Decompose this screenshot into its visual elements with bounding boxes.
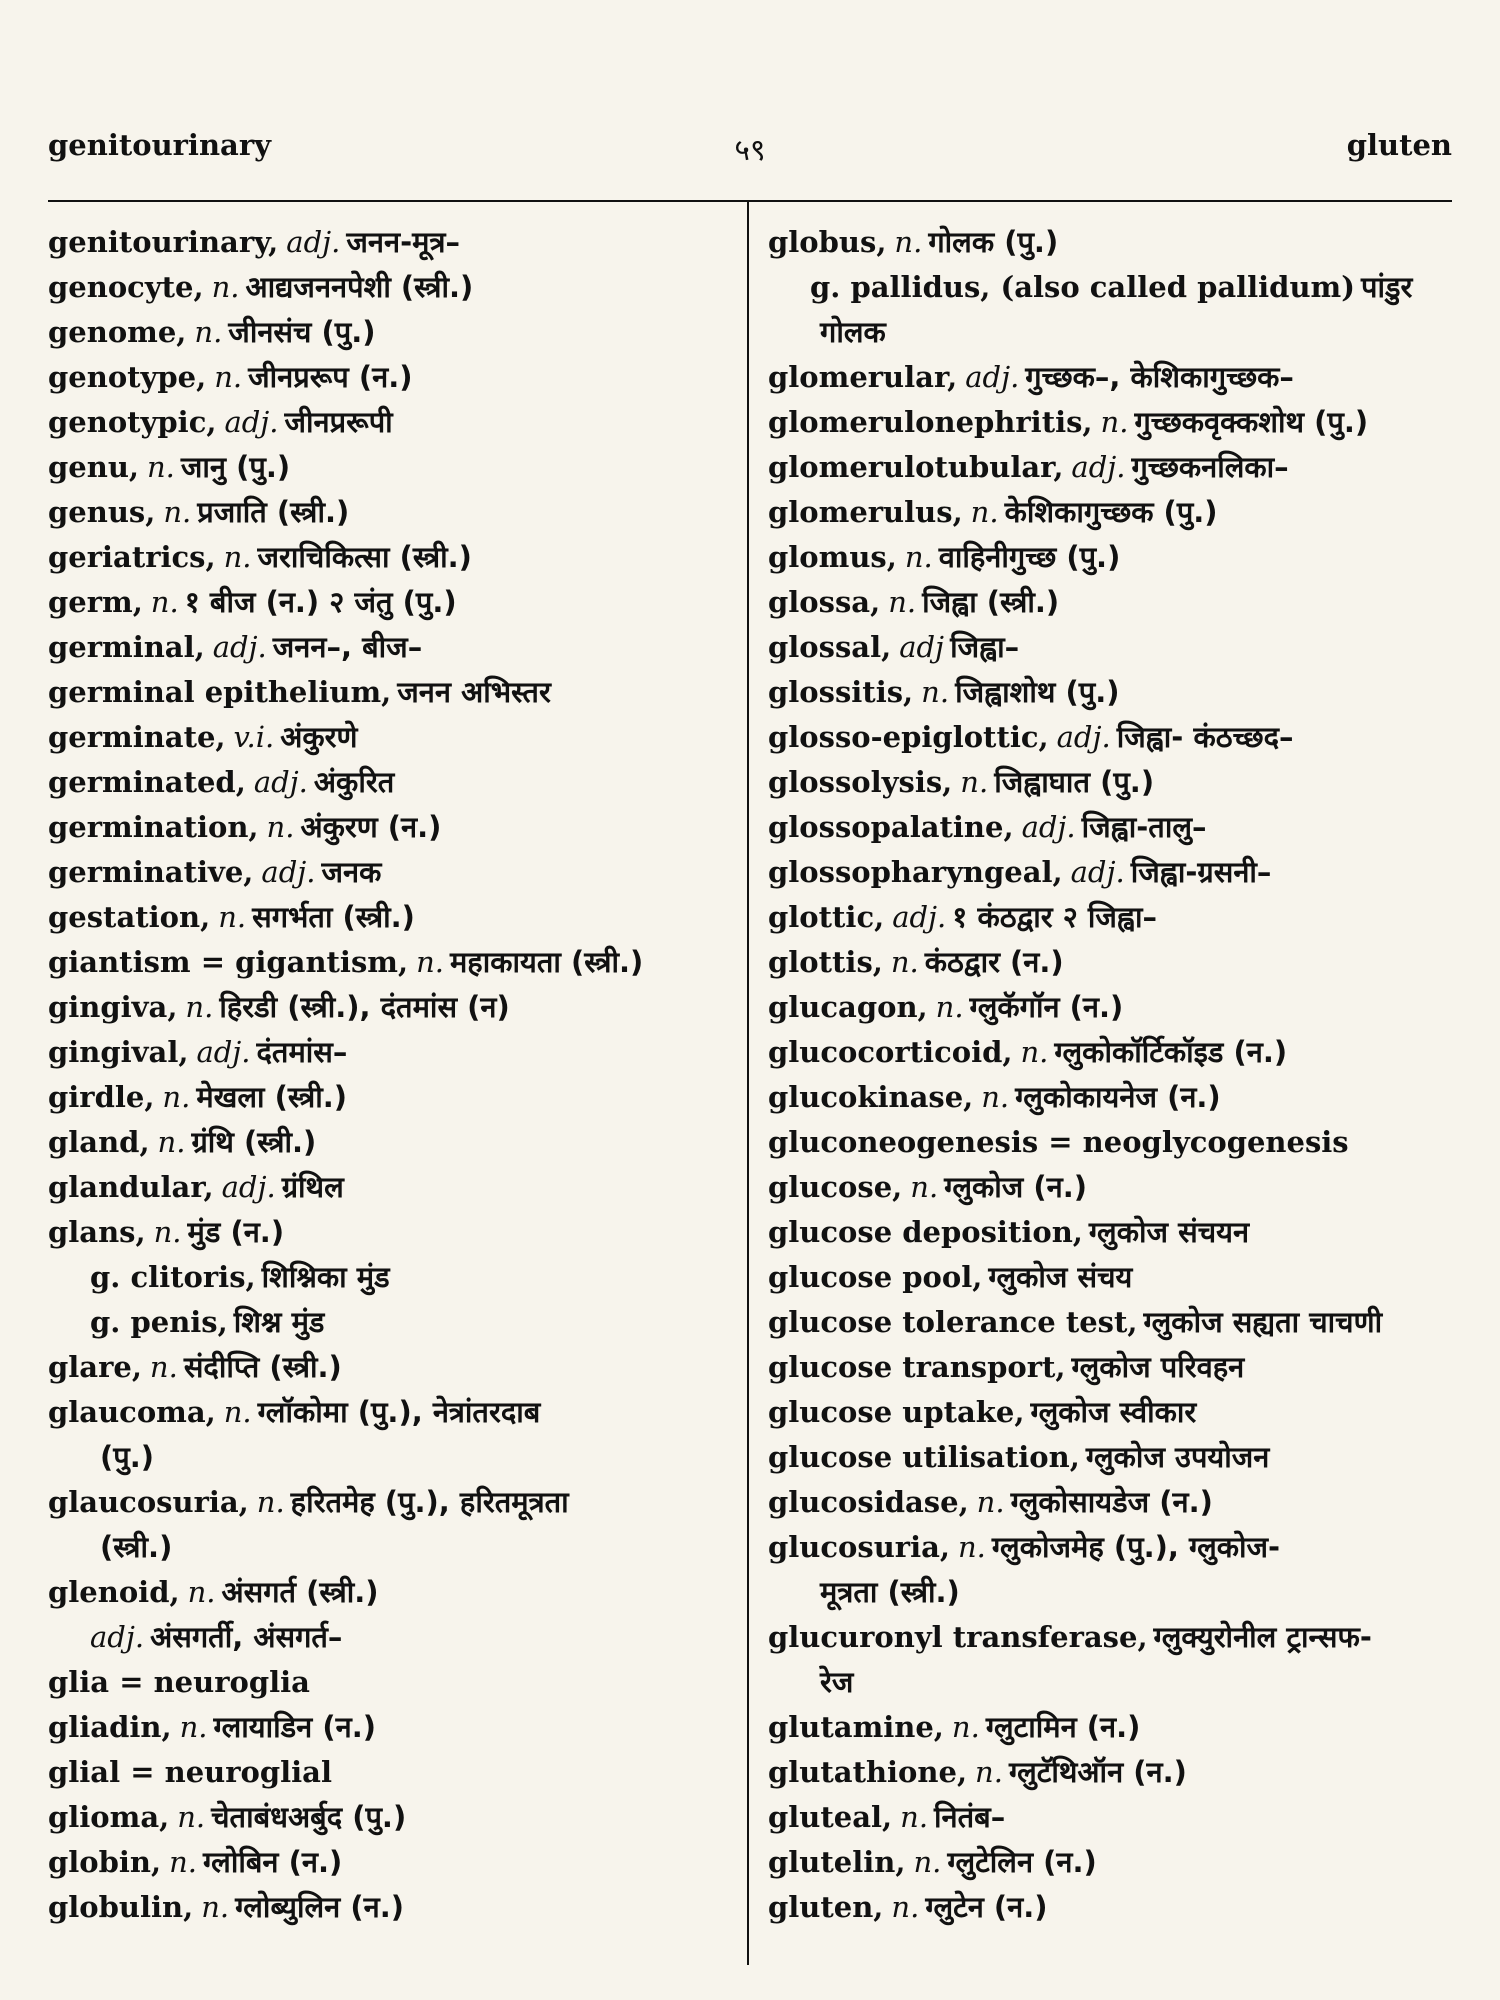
entry-definition: गोलक (पु.) bbox=[928, 225, 1059, 259]
entry-definition: गुच्छकवृक्कशोथ (पु.) bbox=[1134, 405, 1369, 439]
dictionary-entry bbox=[768, 220, 1458, 265]
dictionary-entry bbox=[768, 1480, 1458, 1525]
entry-definition: ग्लुक्युरोनील ट्रान्सफ- bbox=[1153, 1620, 1372, 1654]
dictionary-entry bbox=[768, 1705, 1458, 1750]
entry-part-of-speech: n. bbox=[957, 1530, 986, 1564]
entry-headword: genu, bbox=[48, 450, 139, 484]
entry-part-of-speech: v.i. bbox=[233, 720, 275, 754]
entry-definition: ग्लॉकोमा (पु.), नेत्रांतरदाब bbox=[257, 1395, 541, 1429]
entry-headword: germinal epithelium, bbox=[48, 675, 392, 709]
entry-definition: हिरडी (स्त्री.), दंतमांस (न) bbox=[219, 990, 510, 1024]
entry-definition: आद्यजननपेशी (स्त्री.) bbox=[245, 270, 474, 304]
entry-headword: gingiva, bbox=[48, 990, 178, 1024]
entry-definition: ग्लुकोज संचयन bbox=[1088, 1215, 1250, 1249]
entry-headword: geriatrics, bbox=[48, 540, 216, 574]
dictionary-entry bbox=[48, 1660, 738, 1705]
dictionary-entry bbox=[48, 1615, 738, 1660]
entry-definition: जीनप्ररूप (न.) bbox=[248, 360, 413, 394]
dictionary-entry bbox=[48, 1030, 738, 1075]
entry-headword: glomus, bbox=[768, 540, 897, 574]
entry-definition: ग्लोबिन (न.) bbox=[203, 1845, 343, 1879]
entry-definition: कंठद्वार (न.) bbox=[924, 945, 1064, 979]
dictionary-entry bbox=[768, 355, 1458, 400]
entry-definition: जानु (पु.) bbox=[180, 450, 291, 484]
entry-part-of-speech: adj bbox=[899, 630, 945, 664]
entry-definition: जनन अभिस्तर bbox=[397, 675, 551, 709]
dictionary-entry bbox=[768, 580, 1458, 625]
entry-definition: सगर्भता (स्त्री.) bbox=[252, 900, 415, 934]
dictionary-entry bbox=[768, 1750, 1458, 1795]
dictionary-entry bbox=[48, 1750, 738, 1795]
dictionary-entry bbox=[48, 310, 738, 355]
entry-part-of-speech: adj. bbox=[261, 855, 316, 889]
dictionary-entry bbox=[48, 760, 738, 805]
entry-headword: globus, bbox=[768, 225, 887, 259]
entry-definition: ग्लुकोजमेह (पु.), ग्लुकोज- bbox=[991, 1530, 1281, 1564]
entry-headword: glucosuria, bbox=[768, 1530, 950, 1564]
entry-part-of-speech: n. bbox=[185, 990, 214, 1024]
entry-part-of-speech: n. bbox=[211, 270, 240, 304]
entry-part-of-speech: adj. bbox=[253, 765, 308, 799]
left-column bbox=[48, 220, 738, 1930]
dictionary-entry bbox=[48, 1570, 738, 1615]
dictionary-entry bbox=[48, 220, 738, 265]
page-header bbox=[48, 128, 1452, 168]
entry-headword: germ, bbox=[48, 585, 143, 619]
entry-part-of-speech: n. bbox=[147, 450, 175, 484]
entry-part-of-speech: n. bbox=[951, 1710, 980, 1744]
entry-part-of-speech: n. bbox=[169, 1845, 198, 1879]
entry-headword: germinated, bbox=[48, 765, 246, 799]
entry-definition: मूत्रता (स्त्री.) bbox=[820, 1575, 960, 1609]
entry-headword: gluconeogenesis = neoglycogenesis bbox=[768, 1125, 1349, 1159]
dictionary-entry bbox=[48, 1075, 738, 1120]
entry-part-of-speech: n. bbox=[266, 810, 295, 844]
entry-definition: मेखला (स्त्री.) bbox=[196, 1080, 347, 1114]
dictionary-entry bbox=[768, 445, 1458, 490]
entry-part-of-speech: n. bbox=[157, 1125, 186, 1159]
dictionary-entry bbox=[48, 1390, 738, 1435]
entry-part-of-speech: adj. bbox=[286, 225, 341, 259]
dictionary-entry bbox=[768, 1390, 1458, 1435]
entry-definition: ग्लुकॅगॉन (न.) bbox=[969, 990, 1124, 1024]
entry-part-of-speech: adj. bbox=[892, 900, 947, 934]
entry-headword: glaucoma, bbox=[48, 1395, 216, 1429]
header-rule bbox=[48, 200, 1452, 202]
dictionary-entry bbox=[768, 1615, 1458, 1660]
entry-part-of-speech: n. bbox=[894, 225, 923, 259]
dictionary-entry bbox=[48, 265, 738, 310]
entry-part-of-speech: adj. bbox=[196, 1035, 251, 1069]
entry-definition: ग्लुकोकायनेज (न.) bbox=[1015, 1080, 1221, 1114]
dictionary-entry bbox=[768, 850, 1458, 895]
entry-definition: नितंब– bbox=[934, 1800, 1006, 1834]
entry-definition: ग्लुटेन (न.) bbox=[925, 1890, 1048, 1924]
dictionary-entry bbox=[768, 1120, 1458, 1165]
entry-definition: जनन–, बीज– bbox=[272, 630, 423, 664]
entry-part-of-speech: adj. bbox=[221, 1170, 276, 1204]
entry-headword: germinal, bbox=[48, 630, 205, 664]
entry-headword: glucose transport, bbox=[768, 1350, 1066, 1384]
dictionary-entry bbox=[768, 940, 1458, 985]
dictionary-entry bbox=[768, 985, 1458, 1030]
entry-headword: gluteal, bbox=[768, 1800, 893, 1834]
entry-definition: जिह्वाशोथ (पु.) bbox=[955, 675, 1120, 709]
entry-part-of-speech: n. bbox=[416, 945, 444, 979]
entry-part-of-speech: n. bbox=[256, 1485, 285, 1519]
dictionary-entry bbox=[768, 1255, 1458, 1300]
entry-headword: glucokinase, bbox=[768, 1080, 974, 1114]
entry-definition: जिह्वा- कंठच्छद– bbox=[1116, 720, 1294, 754]
dictionary-entry bbox=[768, 1525, 1458, 1570]
entry-definition: ग्लुकोज (न.) bbox=[944, 1170, 1087, 1204]
entry-headword: glossopharyngeal, bbox=[768, 855, 1063, 889]
dictionary-entry bbox=[768, 490, 1458, 535]
dictionary-entry bbox=[48, 1165, 738, 1210]
entry-part-of-speech: n. bbox=[1100, 405, 1129, 439]
entry-part-of-speech: n. bbox=[153, 1215, 182, 1249]
entry-part-of-speech: n. bbox=[981, 1080, 1010, 1114]
dictionary-entry bbox=[48, 1435, 738, 1480]
dictionary-entry bbox=[48, 850, 738, 895]
entry-headword: glutelin, bbox=[768, 1845, 906, 1879]
dictionary-entry bbox=[768, 535, 1458, 580]
entry-definition: वाहिनीगुच्छ (पु.) bbox=[938, 540, 1121, 574]
entry-headword: genus, bbox=[48, 495, 156, 529]
entry-headword: glomerular, bbox=[768, 360, 958, 394]
dictionary-entry bbox=[48, 400, 738, 445]
dictionary-entry bbox=[768, 1300, 1458, 1345]
entry-definition: गुच्छक–, केशिकागुच्छक– bbox=[1025, 360, 1294, 394]
dictionary-entry bbox=[48, 490, 738, 535]
entry-headword: giantism = gigantism, bbox=[48, 945, 409, 979]
entry-part-of-speech: n. bbox=[960, 765, 989, 799]
dictionary-entry bbox=[48, 625, 738, 670]
dictionary-entry bbox=[768, 400, 1458, 445]
entry-part-of-speech: adj. bbox=[1070, 855, 1125, 889]
entry-definition: गोलक bbox=[820, 315, 886, 349]
entry-part-of-speech: n. bbox=[149, 1350, 178, 1384]
entry-definition: जनन-मूत्र– bbox=[346, 225, 460, 259]
entry-headword: gliadin, bbox=[48, 1710, 172, 1744]
entry-definition: जिह्वाघात (पु.) bbox=[994, 765, 1155, 799]
dictionary-entry bbox=[48, 1345, 738, 1390]
entry-headword: glosso-epiglottic, bbox=[768, 720, 1049, 754]
entry-definition: ग्रंथिल bbox=[281, 1170, 344, 1204]
entry-definition: अंसगर्ती, अंसगर्त– bbox=[150, 1620, 343, 1654]
entry-part-of-speech: n. bbox=[890, 945, 919, 979]
entry-headword: glossitis, bbox=[768, 675, 914, 709]
entry-definition: जीनप्ररूपी bbox=[284, 405, 393, 439]
entry-part-of-speech: adj. bbox=[1021, 810, 1076, 844]
entry-definition: ग्लुकोज उपयोजन bbox=[1085, 1440, 1270, 1474]
entry-headword: genitourinary, bbox=[48, 225, 279, 259]
dictionary-entry bbox=[768, 265, 1458, 310]
dictionary-entry bbox=[768, 625, 1458, 670]
entry-headword: glans, bbox=[48, 1215, 146, 1249]
entry-headword: glucose deposition, bbox=[768, 1215, 1083, 1249]
entry-headword: glenoid, bbox=[48, 1575, 180, 1609]
entry-definition: ग्लुटेलिन (न.) bbox=[947, 1845, 1097, 1879]
dictionary-entry bbox=[48, 1840, 738, 1885]
entry-definition: शिश्निका मुंड bbox=[261, 1260, 390, 1294]
dictionary-entry bbox=[768, 1210, 1458, 1255]
entry-headword: glia = neuroglia bbox=[48, 1665, 310, 1699]
entry-definition: ग्लुकोसायडेज (न.) bbox=[1010, 1485, 1213, 1519]
entry-part-of-speech: n. bbox=[921, 675, 950, 709]
dictionary-entry bbox=[48, 1300, 738, 1345]
entry-headword: glucose pool, bbox=[768, 1260, 983, 1294]
left-guide-word: genitourinary bbox=[48, 128, 271, 162]
entry-part-of-speech: n. bbox=[223, 1395, 252, 1429]
entry-headword: germination, bbox=[48, 810, 259, 844]
dictionary-entry bbox=[48, 355, 738, 400]
entry-part-of-speech: n. bbox=[913, 1845, 942, 1879]
entry-definition: १ बीज (न.) २ जंतु (पु.) bbox=[184, 585, 457, 619]
entry-definition: संदीप्ति (स्त्री.) bbox=[183, 1350, 342, 1384]
entry-part-of-speech: adj. bbox=[1056, 720, 1111, 754]
entry-headword: glandular, bbox=[48, 1170, 214, 1204]
entry-headword: glucose uptake, bbox=[768, 1395, 1025, 1429]
dictionary-entry bbox=[48, 895, 738, 940]
entry-headword: glutathione, bbox=[768, 1755, 968, 1789]
entry-definition: ग्लुटामिन (न.) bbox=[985, 1710, 1141, 1744]
dictionary-entry bbox=[48, 1255, 738, 1300]
dictionary-entry bbox=[768, 715, 1458, 760]
entry-definition: जनक bbox=[321, 855, 382, 889]
entry-part-of-speech: n. bbox=[970, 495, 999, 529]
entry-part-of-speech: n. bbox=[975, 1755, 1003, 1789]
entry-definition: अंकुरित bbox=[313, 765, 395, 799]
entry-definition: ग्लुकोज परिवहन bbox=[1071, 1350, 1245, 1384]
entry-definition: जिह्वा (स्त्री.) bbox=[922, 585, 1060, 619]
entry-definition: दंतमांस– bbox=[256, 1035, 348, 1069]
entry-part-of-speech: n. bbox=[910, 1170, 939, 1204]
entry-headword: glottic, bbox=[768, 900, 885, 934]
dictionary-entry bbox=[768, 310, 1458, 355]
dictionary-entry bbox=[48, 1705, 738, 1750]
entry-headword: glucuronyl transferase, bbox=[768, 1620, 1148, 1654]
entry-definition: ग्लुकोज संचय bbox=[988, 1260, 1133, 1294]
entry-definition: अंकुरण (न.) bbox=[300, 810, 442, 844]
entry-definition: मुंड (न.) bbox=[187, 1215, 285, 1249]
dictionary-entry bbox=[48, 445, 738, 490]
entry-part-of-speech: adj. bbox=[224, 405, 279, 439]
entry-headword: glossolysis, bbox=[768, 765, 953, 799]
entry-part-of-speech: n. bbox=[888, 585, 917, 619]
entry-part-of-speech: n. bbox=[976, 1485, 1005, 1519]
entry-definition: (स्त्री.) bbox=[100, 1530, 173, 1564]
dictionary-entry bbox=[48, 985, 738, 1030]
dictionary-entry bbox=[48, 1795, 738, 1840]
entry-headword: glucocorticoid, bbox=[768, 1035, 1013, 1069]
entry-part-of-speech: n. bbox=[177, 1800, 206, 1834]
entry-definition: (पु.) bbox=[100, 1440, 154, 1474]
right-column bbox=[768, 220, 1458, 1930]
entry-headword: glucose, bbox=[768, 1170, 903, 1204]
entry-headword: girdle, bbox=[48, 1080, 155, 1114]
dictionary-entry bbox=[768, 670, 1458, 715]
entry-definition: ग्लुटॅथिऑन (न.) bbox=[1008, 1755, 1187, 1789]
dictionary-entry bbox=[768, 1075, 1458, 1120]
entry-headword: globin, bbox=[48, 1845, 162, 1879]
entry-headword: glomerulotubular, bbox=[768, 450, 1064, 484]
entry-part-of-speech: n. bbox=[223, 540, 252, 574]
page-number: ५९ bbox=[734, 133, 766, 168]
entry-headword: globulin, bbox=[48, 1890, 194, 1924]
entry-definition: जराचिकित्सा (स्त्री.) bbox=[257, 540, 472, 574]
entry-headword: genotypic, bbox=[48, 405, 217, 439]
entry-headword: glioma, bbox=[48, 1800, 170, 1834]
entry-headword: glomerulus, bbox=[768, 495, 963, 529]
entry-part-of-speech: adj. bbox=[90, 1620, 145, 1654]
entry-headword: glutamine, bbox=[768, 1710, 944, 1744]
entry-headword: glucose tolerance test, bbox=[768, 1305, 1138, 1339]
dictionary-entry bbox=[48, 805, 738, 850]
entry-part-of-speech: n. bbox=[891, 1890, 920, 1924]
dictionary-entry bbox=[48, 1120, 738, 1165]
entry-part-of-speech: n. bbox=[163, 495, 192, 529]
entry-definition: जिह्वा– bbox=[950, 630, 1020, 664]
entry-headword: g. clitoris, bbox=[90, 1260, 256, 1294]
dictionary-entry bbox=[48, 1885, 738, 1930]
dictionary-entry bbox=[768, 1345, 1458, 1390]
entry-part-of-speech: n. bbox=[179, 1710, 208, 1744]
entry-headword: glossopalatine, bbox=[768, 810, 1014, 844]
entry-headword: glucagon, bbox=[768, 990, 928, 1024]
dictionary-entry bbox=[768, 1660, 1458, 1705]
entry-definition: केशिकागुच्छक (पु.) bbox=[1004, 495, 1218, 529]
entry-part-of-speech: adj. bbox=[965, 360, 1020, 394]
entry-definition: पांडुर bbox=[1360, 270, 1413, 304]
entry-definition: १ कंठद्वार २ जिह्वा– bbox=[952, 900, 1158, 934]
dictionary-entry bbox=[768, 1570, 1458, 1615]
dictionary-entry bbox=[48, 1210, 738, 1255]
entry-definition: अंकुरणे bbox=[280, 720, 358, 754]
entry-part-of-speech: n. bbox=[150, 585, 179, 619]
entry-definition: अंसगर्त (स्त्री.) bbox=[221, 1575, 379, 1609]
dictionary-entry bbox=[48, 940, 738, 985]
entry-headword: g. pallidus, (also called pallidum) bbox=[810, 270, 1355, 304]
entry-definition: ग्लुकोज सह्यता चाचणी bbox=[1143, 1305, 1383, 1339]
entry-definition: प्रजाति (स्त्री.) bbox=[197, 495, 350, 529]
dictionary-entry bbox=[768, 1795, 1458, 1840]
entry-headword: glaucosuria, bbox=[48, 1485, 249, 1519]
entry-part-of-speech: n. bbox=[935, 990, 964, 1024]
entry-headword: glossa, bbox=[768, 585, 881, 619]
entry-headword: glottis, bbox=[768, 945, 883, 979]
dictionary-entry bbox=[768, 1840, 1458, 1885]
dictionary-entry bbox=[48, 535, 738, 580]
entry-definition: ग्लुकोकॉर्टिकॉइड (न.) bbox=[1054, 1035, 1288, 1069]
entry-definition: शिश्न मुंड bbox=[233, 1305, 325, 1339]
dictionary-entry bbox=[48, 670, 738, 715]
entry-headword: gestation, bbox=[48, 900, 211, 934]
entry-definition: महाकायता (स्त्री.) bbox=[449, 945, 644, 979]
entry-part-of-speech: n. bbox=[214, 360, 243, 394]
dictionary-entry bbox=[768, 1435, 1458, 1480]
entry-definition: जिह्वा-ग्रसनी– bbox=[1130, 855, 1272, 889]
entry-headword: gland, bbox=[48, 1125, 150, 1159]
entry-headword: g. penis, bbox=[90, 1305, 228, 1339]
entry-headword: germinate, bbox=[48, 720, 226, 754]
entry-headword: gluten, bbox=[768, 1890, 884, 1924]
dictionary-entry bbox=[768, 895, 1458, 940]
dictionary-entry bbox=[48, 1480, 738, 1525]
dictionary-entry bbox=[768, 760, 1458, 805]
entry-part-of-speech: n. bbox=[1020, 1035, 1049, 1069]
entry-definition: हरितमेह (पु.), हरितमूत्रता bbox=[290, 1485, 569, 1519]
entry-headword: glial = neuroglial bbox=[48, 1755, 332, 1789]
dictionary-entry bbox=[48, 1525, 738, 1570]
dictionary-entry bbox=[768, 1030, 1458, 1075]
entry-headword: glare, bbox=[48, 1350, 142, 1384]
entry-definition: ग्लुकोज स्वीकार bbox=[1030, 1395, 1197, 1429]
dictionary-entry bbox=[48, 580, 738, 625]
entry-part-of-speech: n. bbox=[900, 1800, 929, 1834]
entry-part-of-speech: n. bbox=[201, 1890, 230, 1924]
entry-headword: glucosidase, bbox=[768, 1485, 969, 1519]
entry-definition: रेज bbox=[820, 1665, 854, 1699]
entry-part-of-speech: n. bbox=[187, 1575, 216, 1609]
entry-headword: glomerulonephritis, bbox=[768, 405, 1093, 439]
entry-headword: genome, bbox=[48, 315, 187, 349]
entry-headword: gingival, bbox=[48, 1035, 189, 1069]
dictionary-entry bbox=[768, 1885, 1458, 1930]
column-divider bbox=[747, 200, 749, 1965]
dictionary-entry bbox=[768, 1165, 1458, 1210]
entry-headword: genocyte, bbox=[48, 270, 204, 304]
entry-part-of-speech: n. bbox=[218, 900, 247, 934]
right-guide-word: gluten bbox=[1346, 128, 1452, 162]
entry-headword: glossal, bbox=[768, 630, 892, 664]
entry-part-of-speech: adj. bbox=[212, 630, 267, 664]
entry-headword: germinative, bbox=[48, 855, 254, 889]
entry-headword: genotype, bbox=[48, 360, 207, 394]
dictionary-entry bbox=[48, 715, 738, 760]
entry-definition: गुच्छकनलिका– bbox=[1131, 450, 1289, 484]
entry-definition: ग्लायाडिन (न.) bbox=[213, 1710, 376, 1744]
entry-headword: glucose utilisation, bbox=[768, 1440, 1080, 1474]
entry-part-of-speech: adj. bbox=[1071, 450, 1126, 484]
entry-definition: ग्लोब्युलिन (न.) bbox=[235, 1890, 404, 1924]
entry-part-of-speech: n. bbox=[194, 315, 223, 349]
entry-definition: चेताबंधअर्बुद (पु.) bbox=[211, 1800, 407, 1834]
entry-definition: ग्रंथि (स्त्री.) bbox=[191, 1125, 317, 1159]
entry-part-of-speech: n. bbox=[904, 540, 933, 574]
entry-definition: जिह्वा-तालु– bbox=[1081, 810, 1207, 844]
dictionary-entry bbox=[768, 805, 1458, 850]
entry-part-of-speech: n. bbox=[162, 1080, 191, 1114]
entry-definition: जीनसंच (पु.) bbox=[228, 315, 376, 349]
